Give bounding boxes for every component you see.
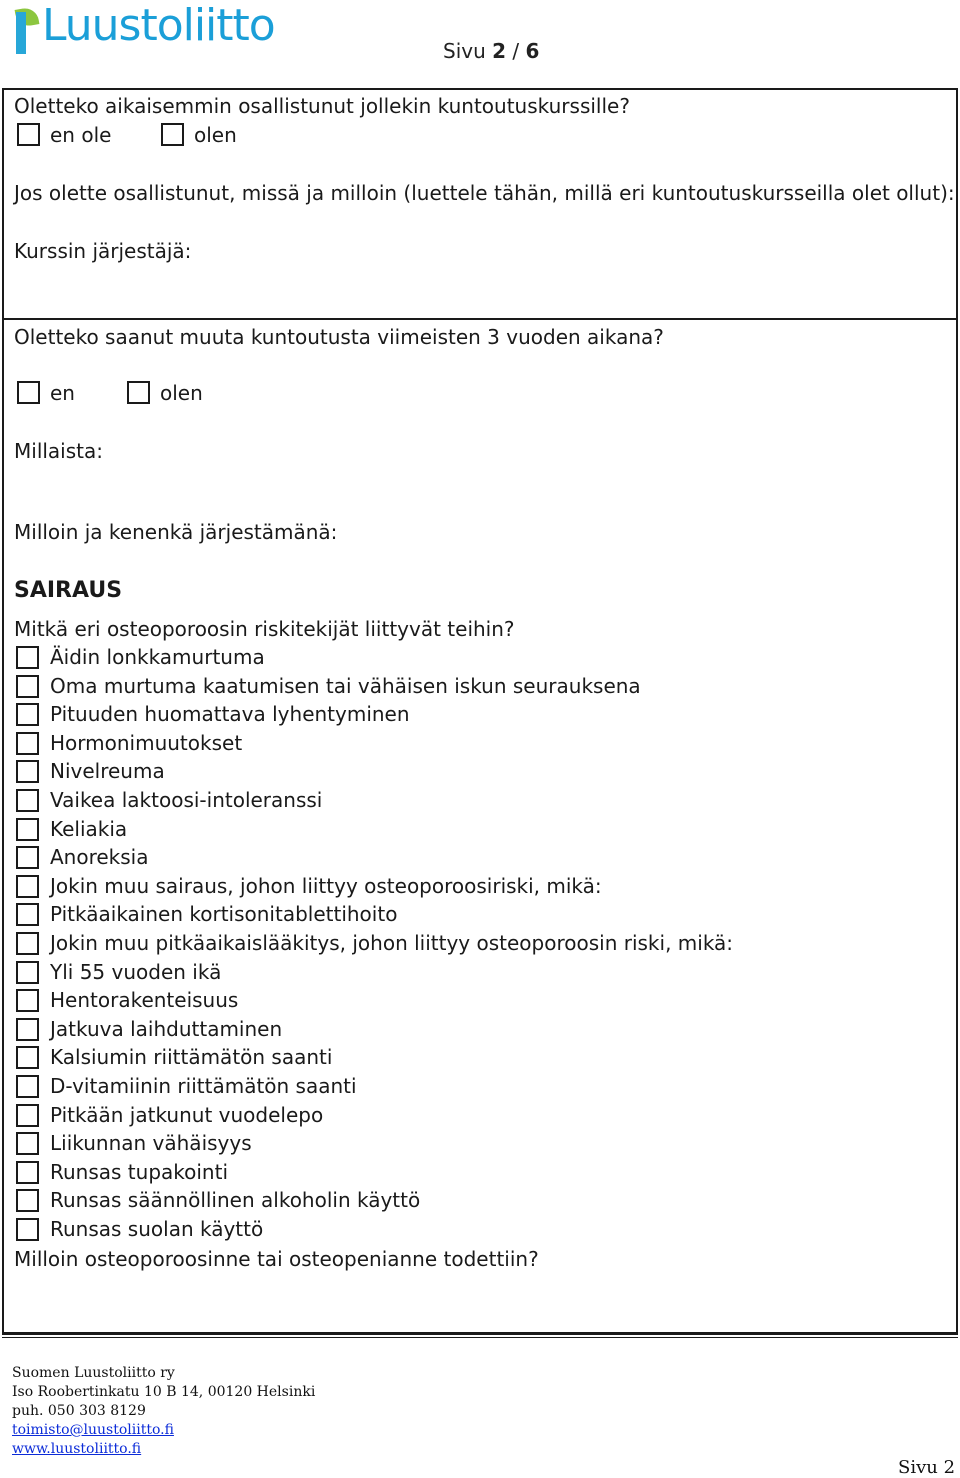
luustoliitto-logo [16,0,291,58]
courses-yes-checkbox[interactable] [161,123,184,146]
footer-address: Iso Roobertinkatu 10 B 14, 00120 Helsinki [12,1384,316,1400]
courses-no-checkbox[interactable] [17,123,40,146]
risk-factor-label: Äidin lonkkamurtuma [50,645,265,669]
logo-bar-icon [16,12,26,54]
risk-factor-label: Runsas suolan käyttö [50,1217,264,1241]
rehab-disease-section [2,318,958,1334]
logo-text: Luustoliitto [42,0,275,51]
risk-factor-label: Hentorakenteisuus [50,988,239,1013]
diagnosis-question: Milloin osteoporoosinne tai osteopenianne todettiin? [14,1247,539,1271]
risk-factor-label: Pituuden huomattava lyhentyminen [50,702,410,727]
risk-factor-label: Hormonimuutokset [50,730,243,755]
footer-email-link[interactable]: toimisto@luustoliitto.fi [12,1422,174,1438]
risk-question: Mitkä eri osteoporoosin riskitekijät liittyvät teihin? [14,617,515,641]
risk-factor-label: Liikunnan vähäisyys [50,1131,252,1156]
risk-factor-label: Jokin muu pitkäaikaislääkitys, johon liittyy osteoporoosin riski, mikä: [50,931,734,955]
risk-factor-label: Anoreksia [50,845,149,870]
risk-factor-label: Nivelreuma [50,759,165,784]
risk-factor-checkbox[interactable] [16,961,39,984]
risk-factor-checkbox[interactable] [16,1104,39,1127]
risk-factor-checkbox[interactable] [16,675,39,698]
rehab-what-label: Millaista: [14,439,103,463]
risk-factor-checkbox[interactable] [16,1189,39,1212]
risk-factor-label: Pitkäaikainen kortisonitablettihoito [50,902,398,927]
risk-factor-label: Runsas säännöllinen alkoholin käyttö [50,1188,421,1213]
footer-web-link[interactable]: www.luustoliitto.fi [12,1441,142,1457]
risk-factor-label: Jatkuva laihduttaminen [50,1016,283,1041]
risk-factor-label: Runsas tupakointi [50,1159,229,1184]
risk-factor-label: Yli 55 vuoden ikä [50,959,222,984]
risk-factor-label: D-vitamiinin riittämätön saanti [50,1074,357,1098]
page-indicator [443,39,539,63]
risk-factor-checkbox[interactable] [16,1018,39,1041]
rehab-when-who-label: Milloin ja kenenkä järjestämänä: [14,520,338,544]
risk-factor-checkbox[interactable] [16,846,39,869]
rehab-question: Oletteko saanut muuta kuntoutusta viimeisten 3 vuoden aikana? [14,325,664,349]
risk-factor-checkbox[interactable] [16,932,39,955]
risk-factor-checkbox[interactable] [16,646,39,669]
risk-factor-label: Vaikea laktoosi-intoleranssi [50,788,323,812]
footer-phone: puh. 050 303 8129 [12,1403,146,1419]
courses-yes-label: olen [194,123,237,147]
risk-factor-checkbox[interactable] [16,818,39,841]
page-total: 6 [525,39,540,63]
rehab-no-checkbox[interactable] [17,381,40,404]
risk-factor-checkbox[interactable] [16,989,39,1012]
risk-factor-checkbox[interactable] [16,903,39,926]
risk-factor-checkbox[interactable] [16,789,39,812]
rehab-yes-checkbox[interactable] [127,381,150,404]
risk-factor-label: Keliakia [50,816,128,841]
risk-factor-checkbox[interactable] [16,703,39,726]
risk-factor-label: Jokin muu sairaus, johon liittyy osteoporoosiriski, mikä: [50,873,602,898]
footer-divider-thin [2,1337,958,1338]
risk-factor-label: Pitkään jatkunut vuodelepo [50,1102,324,1127]
footer-contact [12,1364,315,1459]
risk-factor-checkbox[interactable] [16,1161,39,1184]
footer-org: Suomen Luustoliitto ry [12,1365,175,1381]
rehab-no-label: en [50,381,75,405]
risk-factor-label: Kalsiumin riittämätön saanti [50,1045,333,1070]
courses-no-label: en ole [50,123,112,147]
risk-factor-checkbox[interactable] [16,1046,39,1069]
page-label: Sivu [443,39,486,63]
course-organizer-label: Kurssin järjestäjä: [14,239,192,263]
page-current: 2 [492,39,507,63]
risk-factor-label: Oma murtuma kaatumisen tai vähäisen iskun seurauksena [50,673,641,698]
disease-heading: SAIRAUS [14,578,123,603]
risk-factor-checkbox[interactable] [16,1218,39,1241]
courses-section [2,88,958,322]
rehab-yes-label: olen [160,381,203,405]
risk-factor-checkbox[interactable] [16,1132,39,1155]
page-separator: / [512,39,520,63]
footer-divider [2,1333,958,1335]
risk-factor-checkbox[interactable] [16,875,39,898]
risk-factor-checkbox[interactable] [16,732,39,755]
risk-factor-checkbox[interactable] [16,1075,39,1098]
page-footer-number: Sivu 2 [898,1457,956,1478]
courses-details-prompt: Jos olette osallistunut, missä ja milloin (luettele tähän, millä eri kuntoutuskursseilla olet ollut): [14,181,955,205]
courses-question: Oletteko aikaisemmin osallistunut jollekin kuntoutuskurssille? [14,94,630,118]
risk-factor-checkbox[interactable] [16,760,39,783]
